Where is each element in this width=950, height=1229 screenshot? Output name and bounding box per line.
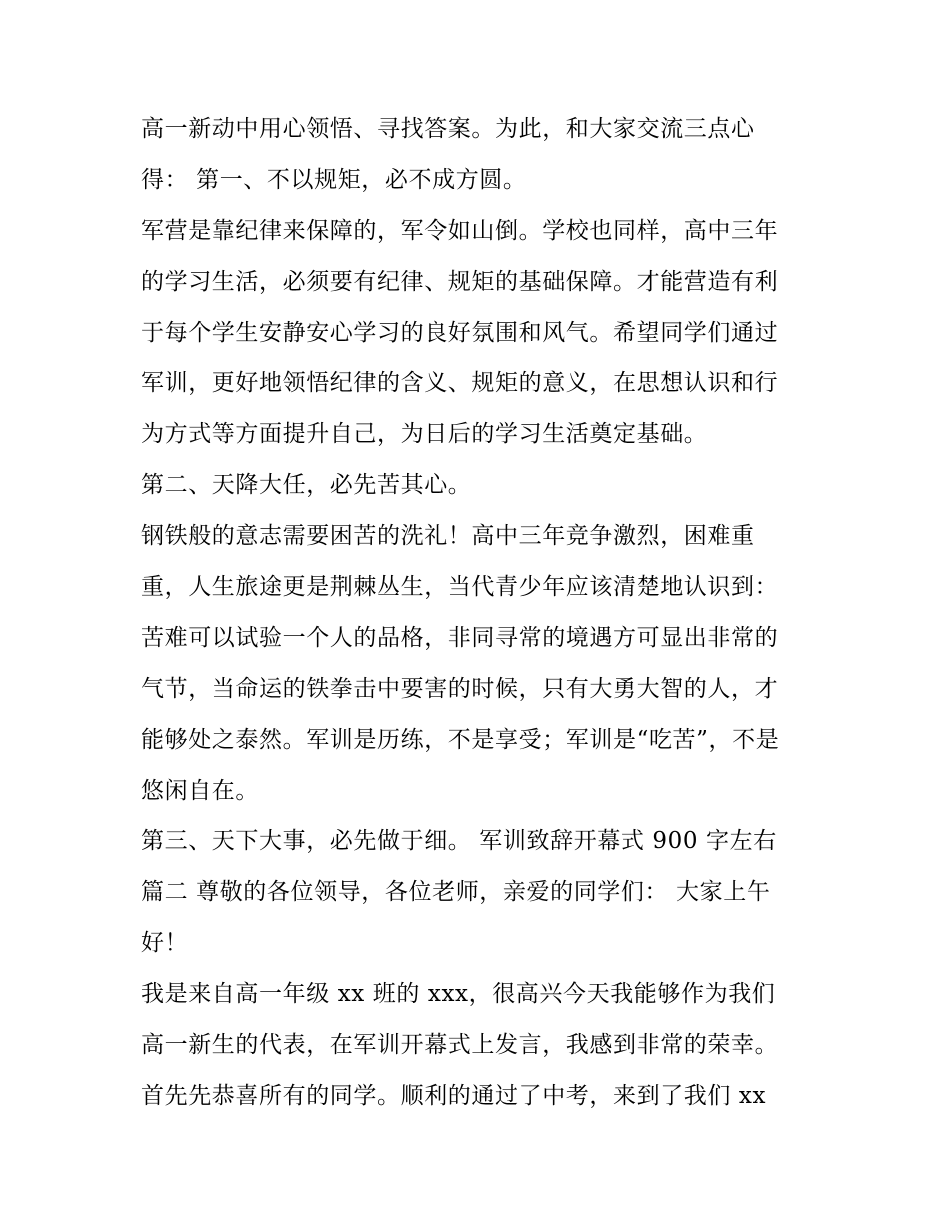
body-text <box>141 104 821 1122</box>
text-line-1: 高一新动中用心领悟、寻找答案。为此，和大家交流三点心 <box>141 116 755 142</box>
text-line-5: 于每个学生安静安心学习的良好氛围和风气。希望同学们通过 <box>141 319 779 346</box>
text-line-2: 得： 第一、不以规矩，必不成方圆。 <box>141 166 527 193</box>
text-line-10: 重，人生旅途更是荆棘丛生，当代青少年应该清楚地认识到： <box>141 574 779 601</box>
text-line-3: 军营是靠纪律来保障的，军令如山倒。学校也同样，高中三年 <box>141 217 779 244</box>
text-line-6: 军训，更好地领悟纪律的含义、规矩的意义，在思想认识和行 <box>141 370 779 397</box>
text-line-9: 钢铁般的意志需要困苦的洗礼！高中三年竞争激烈，困难重 <box>141 523 755 550</box>
text-line-20: 首先先恭喜所有的同学。顺利的通过了中考，来到了我们 xx <box>141 1082 767 1109</box>
text-line-11: 苦难可以试验一个人的品格，非同寻常的境遇方可显出非常的 <box>141 624 779 651</box>
text-line-15: 第三、天下大事，必先做于细。 军训致辞开幕式 900 字左右 <box>141 828 777 855</box>
text-line-19: 高一新生的代表，在军训开幕式上发言，我感到非常的荣幸。 <box>141 1032 779 1059</box>
text-line-17: 好！ <box>141 930 189 957</box>
text-line-8: 第二、天降大任，必先苦其心。 <box>141 472 472 499</box>
text-line-14: 悠闲自在。 <box>141 777 259 804</box>
text-line-18: 我是来自高一年级 xx 班的 xxx，很高兴今天我能够作为我们 <box>141 981 776 1008</box>
text-line-7: 为方式等方面提升自己，为日后的学习生活奠定基础。 <box>141 421 708 448</box>
text-line-4: 的学习生活，必须要有纪律、规矩的基础保障。才能营造有利 <box>141 268 779 295</box>
text-line-13: 能够处之泰然。军训是历练，不是享受；军训是“吃苦”，不是 <box>141 726 780 753</box>
text-line-12: 气节，当命运的铁拳击中要害的时候，只有大勇大智的人，才 <box>141 675 779 702</box>
text-line-16: 篇二 尊敬的各位领导，各位老师，亲爱的同学们： 大家上午 <box>141 879 771 906</box>
